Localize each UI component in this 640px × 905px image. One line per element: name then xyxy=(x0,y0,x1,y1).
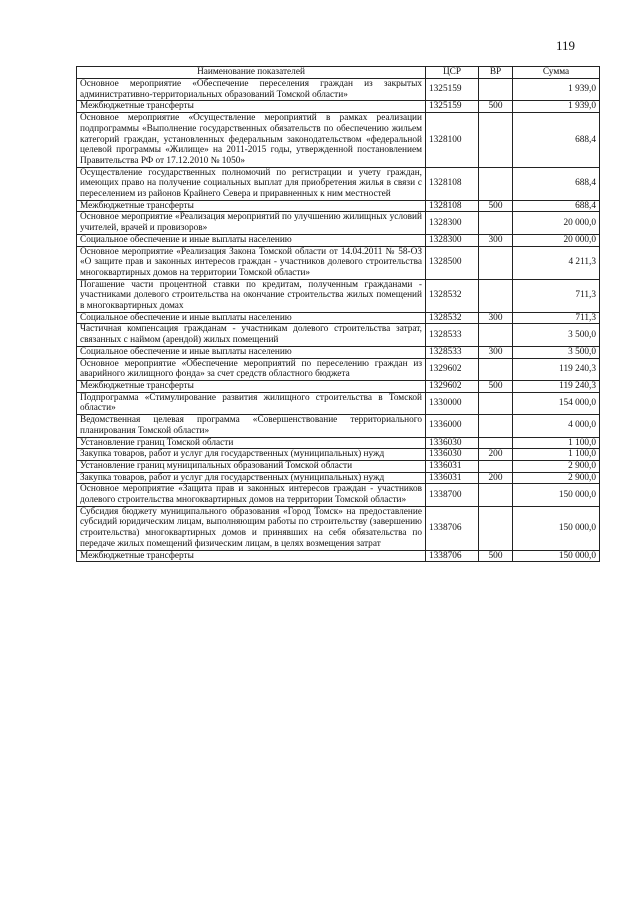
cell-csr: 1328533 xyxy=(426,346,479,358)
cell-vr xyxy=(479,246,513,279)
cell-sum: 2 900,0 xyxy=(513,472,600,484)
cell-csr: 1338700 xyxy=(426,484,479,506)
cell-csr: 1328100 xyxy=(426,113,479,168)
cell-sum: 150 000,0 xyxy=(513,506,600,550)
cell-name: Социальное обеспечение и иные выплаты населению xyxy=(77,234,426,246)
cell-name: Межбюджетные трансферты xyxy=(77,101,426,113)
cell-sum: 150 000,0 xyxy=(513,550,600,562)
header-sum: Сумма xyxy=(513,67,600,79)
table-header-row xyxy=(77,67,600,79)
cell-csr: 1328300 xyxy=(426,212,479,234)
cell-sum: 1 100,0 xyxy=(513,449,600,461)
cell-vr: 200 xyxy=(479,472,513,484)
cell-vr xyxy=(479,437,513,449)
cell-name: Установление границ Томской области xyxy=(77,437,426,449)
table-row xyxy=(77,484,600,506)
cell-sum: 3 500,0 xyxy=(513,324,600,346)
cell-sum: 1 939,0 xyxy=(513,101,600,113)
cell-csr: 1336031 xyxy=(426,472,479,484)
cell-name: Установление границ муниципальных образований Томской области xyxy=(77,460,426,472)
cell-name: Основное мероприятие «Обеспечение мероприятий по переселению граждан из аварийного жилищного фонда» за счет средств областного бюджета xyxy=(77,358,426,380)
cell-sum: 4 000,0 xyxy=(513,415,600,437)
cell-sum: 711,3 xyxy=(513,312,600,324)
cell-vr xyxy=(479,392,513,414)
table-row xyxy=(77,358,600,380)
cell-vr xyxy=(479,113,513,168)
cell-name: Основное мероприятие «Реализация Закона Томской области от 14.04.2011 № 58-ОЗ «О защите прав и законных интересов граждан - участников долевого строительства многоквартирных домов на территории Томской области» xyxy=(77,246,426,279)
cell-csr: 1336031 xyxy=(426,460,479,472)
cell-sum: 119 240,3 xyxy=(513,380,600,392)
cell-sum: 4 211,3 xyxy=(513,246,600,279)
cell-sum: 3 500,0 xyxy=(513,346,600,358)
cell-name: Субсидия бюджету муниципального образования «Город Томск» на предоставление субсидий юридическим лицам, выполняющим работы по строительству (завершению строительства) многоквартирных домов и принявших на себя обязательства по передаче жилых помещений физическим лицам, в целях возмещения затрат xyxy=(77,506,426,550)
cell-vr xyxy=(479,484,513,506)
cell-name: Подпрограмма «Стимулирование развития жилищного строительства в Томской области» xyxy=(77,392,426,414)
table-row xyxy=(77,460,600,472)
cell-name: Основное мероприятие «Осуществление мероприятий в рамках реализации подпрограммы «Выполнение государственных обязательств по обеспечению жильем категорий граждан, установленных федеральным законодательством «федеральной целевой программы «Жилище» на 2011-2015 годы, утвержденной постановлением Правительства РФ от 17.12.2010 № 1050» xyxy=(77,113,426,168)
cell-vr xyxy=(479,506,513,550)
page-number: 119 xyxy=(556,38,576,53)
cell-csr: 1330000 xyxy=(426,392,479,414)
cell-sum: 688,4 xyxy=(513,113,600,168)
cell-vr: 300 xyxy=(479,234,513,246)
cell-vr: 500 xyxy=(479,550,513,562)
cell-sum: 2 900,0 xyxy=(513,460,600,472)
table-row xyxy=(77,550,600,562)
cell-csr: 1328108 xyxy=(426,200,479,212)
budget-table xyxy=(76,66,600,562)
cell-name: Социальное обеспечение и иные выплаты населению xyxy=(77,346,426,358)
cell-vr: 200 xyxy=(479,449,513,461)
cell-vr: 300 xyxy=(479,312,513,324)
cell-name: Погашение части процентной ставки по кредитам, полученным гражданами - участниками долевого строительства на окончание строительства жилых помещений в многоквартирных домах xyxy=(77,279,426,312)
table-row xyxy=(77,449,600,461)
table-row xyxy=(77,472,600,484)
cell-name: Осуществление государственных полномочий по регистрации и учету граждан, имеющих право на получение социальных выплат для приобретения жилья в связи с переселением из районов Крайнего Севера и приравненных к ним местностей xyxy=(77,167,426,200)
cell-csr: 1328108 xyxy=(426,167,479,200)
cell-name: Межбюджетные трансферты xyxy=(77,380,426,392)
cell-name: Социальное обеспечение и иные выплаты населению xyxy=(77,312,426,324)
cell-csr: 1328300 xyxy=(426,234,479,246)
cell-csr: 1329602 xyxy=(426,358,479,380)
cell-name: Основное мероприятие «Защита прав и законных интересов граждан - участников долевого строительства многоквартирных домов на территории Томской области» xyxy=(77,484,426,506)
cell-sum: 150 000,0 xyxy=(513,484,600,506)
cell-vr: 500 xyxy=(479,380,513,392)
header-vr: ВР xyxy=(479,67,513,79)
cell-name: Основное мероприятие «Обеспечение переселения граждан из закрытых административно-территориальных образований Томской области» xyxy=(77,79,426,101)
cell-name: Закупка товаров, работ и услуг для государственных (муниципальных) нужд xyxy=(77,449,426,461)
table-row xyxy=(77,380,600,392)
cell-csr: 1336030 xyxy=(426,449,479,461)
cell-csr: 1329602 xyxy=(426,380,479,392)
header-name: Наименование показателей xyxy=(77,67,426,79)
cell-sum: 711,3 xyxy=(513,279,600,312)
cell-csr: 1325159 xyxy=(426,101,479,113)
cell-vr: 300 xyxy=(479,346,513,358)
cell-name: Ведомственная целевая программа «Совершенствование территориального планирования Томской области» xyxy=(77,415,426,437)
table-row xyxy=(77,279,600,312)
cell-csr: 1328500 xyxy=(426,246,479,279)
cell-sum: 688,4 xyxy=(513,200,600,212)
cell-vr xyxy=(479,358,513,380)
cell-vr xyxy=(479,460,513,472)
cell-vr: 500 xyxy=(479,101,513,113)
cell-csr: 1336030 xyxy=(426,437,479,449)
cell-name: Частичная компенсация гражданам - участникам долевого строительства затрат, связанных с наймом (арендой) жилых помещений xyxy=(77,324,426,346)
cell-sum: 119 240,3 xyxy=(513,358,600,380)
cell-vr xyxy=(479,324,513,346)
cell-csr: 1336000 xyxy=(426,415,479,437)
table-row xyxy=(77,346,600,358)
cell-csr: 1328533 xyxy=(426,324,479,346)
table-row xyxy=(77,437,600,449)
cell-csr: 1325159 xyxy=(426,79,479,101)
cell-sum: 20 000,0 xyxy=(513,234,600,246)
table-row xyxy=(77,506,600,550)
cell-vr: 500 xyxy=(479,200,513,212)
header-csr: ЦСР xyxy=(426,67,479,79)
table-row xyxy=(77,113,600,168)
cell-vr xyxy=(479,212,513,234)
cell-name: Основное мероприятие «Реализация мероприятий по улучшению жилищных условий учителей, врачей и провизоров» xyxy=(77,212,426,234)
table-row xyxy=(77,200,600,212)
cell-vr xyxy=(479,279,513,312)
cell-csr: 1328532 xyxy=(426,312,479,324)
table-row xyxy=(77,312,600,324)
table-row xyxy=(77,167,600,200)
table-row xyxy=(77,392,600,414)
cell-vr xyxy=(479,167,513,200)
table-row xyxy=(77,415,600,437)
cell-name: Межбюджетные трансферты xyxy=(77,550,426,562)
table-row xyxy=(77,212,600,234)
cell-csr: 1328532 xyxy=(426,279,479,312)
cell-sum: 1 100,0 xyxy=(513,437,600,449)
table-row xyxy=(77,101,600,113)
cell-sum: 154 000,0 xyxy=(513,392,600,414)
cell-csr: 1338706 xyxy=(426,550,479,562)
cell-name: Закупка товаров, работ и услуг для государственных (муниципальных) нужд xyxy=(77,472,426,484)
cell-csr: 1338706 xyxy=(426,506,479,550)
cell-sum: 20 000,0 xyxy=(513,212,600,234)
cell-vr xyxy=(479,79,513,101)
table-row xyxy=(77,234,600,246)
cell-name: Межбюджетные трансферты xyxy=(77,200,426,212)
table-row xyxy=(77,324,600,346)
cell-sum: 688,4 xyxy=(513,167,600,200)
table-row xyxy=(77,79,600,101)
cell-vr xyxy=(479,415,513,437)
table-row xyxy=(77,246,600,279)
cell-sum: 1 939,0 xyxy=(513,79,600,101)
